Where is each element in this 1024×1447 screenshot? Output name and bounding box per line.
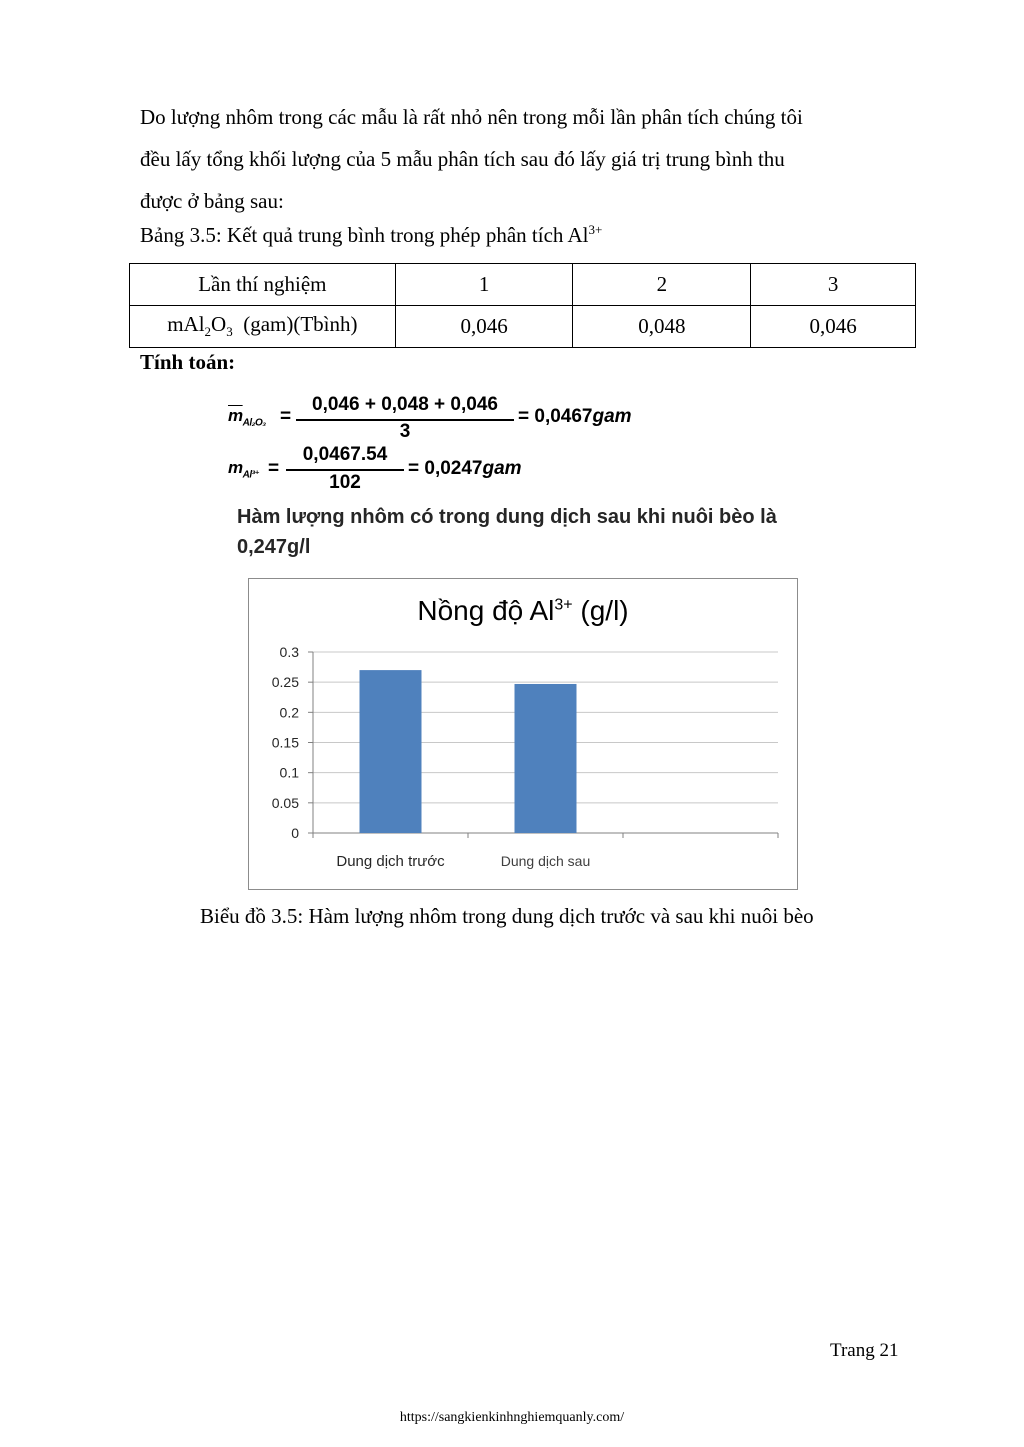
header-cell: 1: [395, 264, 573, 306]
formula-1-denominator: 3: [399, 421, 411, 442]
footer-url[interactable]: https://sangkienkinhnghiemquanly.com/: [399, 1410, 625, 1425]
value-cell: 0,046: [751, 306, 916, 348]
result-line-1: Hàm lượng nhôm có trong dung dịch sau khi nuôi bèo là: [237, 506, 777, 528]
table-row: [130, 306, 916, 348]
formula-2-fraction-bar: [286, 469, 404, 471]
formula-1-unit: gam: [592, 406, 632, 427]
chart-caption: Biểu đồ 3.5: Hàm lượng nhôm trong dung dịch trước và sau khi nuôi bèo: [200, 904, 814, 928]
header-cell: 2: [573, 264, 751, 306]
formula-2: [228, 444, 528, 494]
table-header-row: [130, 264, 916, 306]
chart-title-sup: 3+: [554, 596, 573, 614]
table-caption: [140, 222, 602, 248]
bar: [360, 670, 422, 833]
formula-1-numerator: 0,046 + 0,048 + 0,046: [312, 394, 498, 415]
header-cell: 3: [751, 264, 916, 306]
page-number: Trang 21: [830, 1340, 899, 1361]
table-caption-text: Bảng 3.5: Kết quả trung bình trong phép phân tích Al: [140, 223, 589, 247]
formula-2-lhs-sub: Al³⁺: [242, 469, 260, 481]
row-label-sub-2: 3: [226, 324, 233, 340]
table-caption-sup: 3+: [588, 222, 603, 237]
y-tick-label: 0.05: [271, 794, 299, 811]
intro-line-3: được ở bảng sau:: [140, 189, 284, 213]
formula-1-equals: =: [280, 406, 292, 427]
result-line-2: 0,247g/l: [237, 536, 311, 558]
row-label-sub-1: 2: [204, 324, 212, 340]
row-label-prefix: mAl: [167, 312, 205, 337]
formula-1-lhs: [228, 406, 266, 428]
intro-paragraph: [140, 96, 920, 222]
row-label-suffix: (gam)(Tbình): [232, 312, 358, 337]
results-table: [129, 263, 916, 348]
y-tick-label: 0.3: [279, 644, 299, 660]
formula-1-result-value: = 0,0467: [518, 406, 593, 427]
value-cell: 0,046: [395, 306, 573, 348]
y-tick-label: 0.25: [271, 674, 299, 691]
formula-2-lhs-m: m: [228, 458, 243, 477]
row-label-mid: O: [211, 312, 227, 337]
y-tick-label: 0: [291, 825, 299, 841]
formula-2-lhs: [228, 458, 259, 480]
result-text: [237, 502, 837, 562]
x-category-label: Dung dịch sau: [500, 853, 591, 869]
y-tick-label: 0.1: [279, 764, 299, 781]
formula-1-lhs-sub: Al₂O₃: [242, 417, 266, 429]
chart-title-suffix: (g/l): [572, 595, 629, 626]
formula-2-unit: gam: [482, 458, 522, 479]
formula-2-numerator: 0,0467.54: [302, 444, 388, 465]
bar-chart: [248, 578, 798, 890]
header-cell: Lần thí nghiệm: [130, 264, 396, 306]
x-category-label: Dung dịch trước: [336, 853, 445, 870]
row-label-cell: [130, 306, 396, 348]
formula-1: [228, 394, 632, 444]
chart-title-text: Nồng độ Al: [417, 595, 555, 626]
intro-line-1: Do lượng nhôm trong các mẫu là rất nhỏ nên trong mỗi lần phân tích chúng tôi: [140, 105, 803, 129]
formula-2-equals: =: [268, 458, 280, 479]
formula-2-result: [408, 458, 522, 480]
intro-line-2: đều lấy tổng khối lượng của 5 mẫu phân tích sau đó lấy giá trị trung bình thu: [140, 147, 785, 171]
y-tick-label: 0.15: [271, 734, 299, 751]
value-cell: 0,048: [573, 306, 751, 348]
y-tick-label: 0.2: [279, 704, 299, 721]
bar: [515, 684, 577, 833]
formula-1-result: [518, 406, 632, 428]
calc-title: Tính toán:: [140, 350, 236, 374]
chart-plot: [249, 579, 797, 889]
formula-2-denominator: 102: [329, 472, 361, 493]
formula-2-result-value: = 0,0247: [408, 458, 483, 479]
formula-1-lhs-m: $\overline{m}$: [228, 406, 243, 425]
